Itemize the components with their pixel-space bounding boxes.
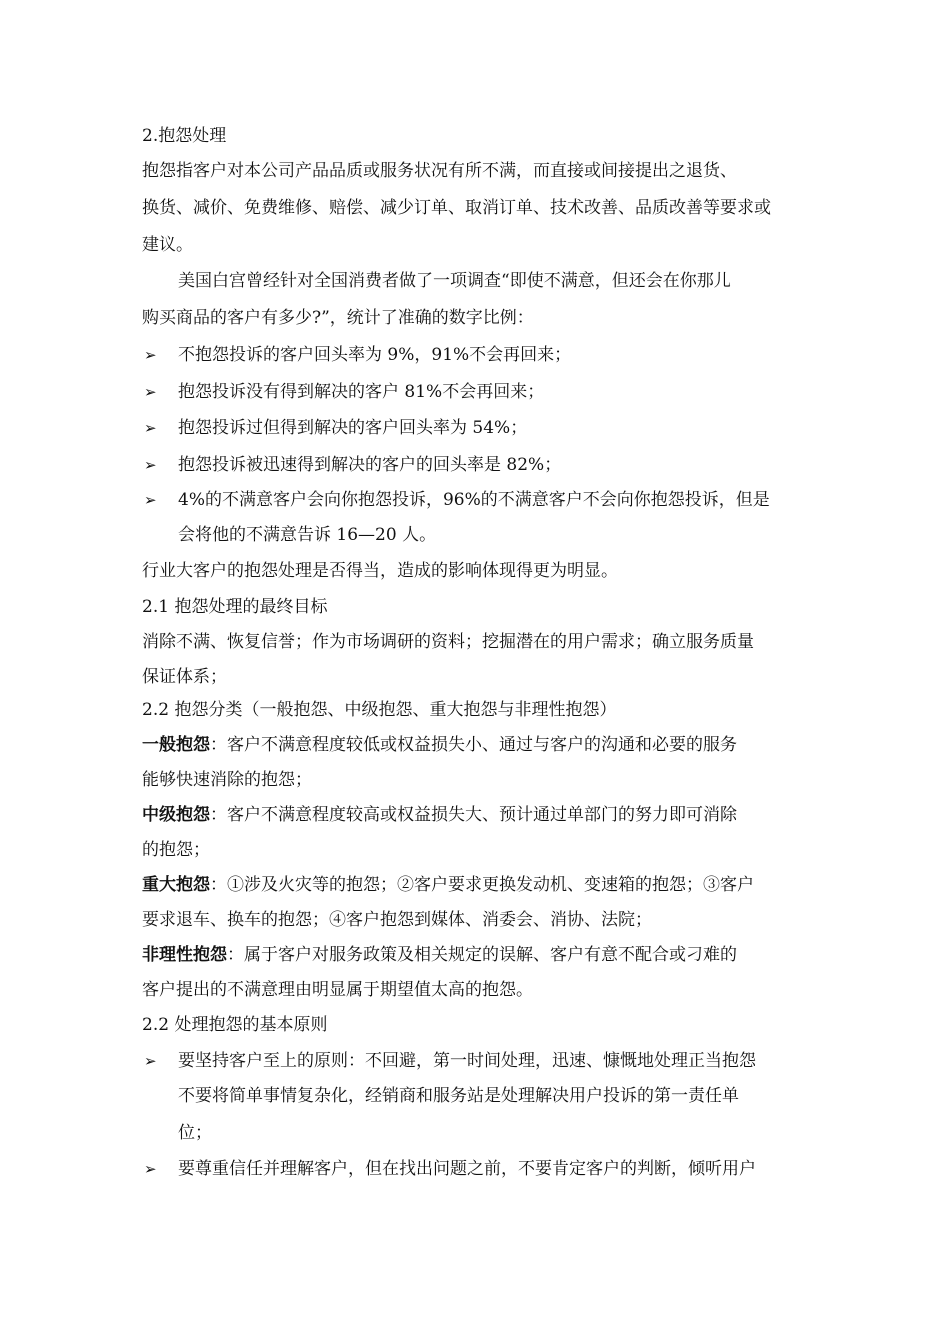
- paragraph-line: 抱怨指客户对本公司产品品质或服务状况有所不满，而直接或间接提出之退货、: [142, 161, 737, 181]
- term-label: 一般抱怨: [142, 735, 210, 755]
- list-item: 抱怨投诉过但得到解决的客户回头率为 54%；: [178, 418, 528, 438]
- section-heading: 2.1 抱怨处理的最终目标: [142, 597, 328, 617]
- term-label: 非理性抱怨: [142, 945, 227, 965]
- section-heading: 2.2 处理抱怨的基本原则: [142, 1015, 328, 1035]
- list-item-continuation: 不要将简单事情复杂化，经销商和服务站是处理解决用户投诉的第一责任单: [178, 1086, 739, 1106]
- paragraph-line: 保证体系；: [142, 667, 227, 687]
- list-item-continuation: 位；: [178, 1123, 212, 1143]
- list-item: 要坚持客户至上的原则：不回避，第一时间处理，迅速、慷慨地处理正当抱怨: [178, 1051, 756, 1071]
- list-item: 抱怨投诉被迅速得到解决的客户的回头率是 82%；: [178, 455, 562, 475]
- list-item: 抱怨投诉没有得到解决的客户 81%不会再回来；: [178, 382, 545, 402]
- term-text: ：属于客户对服务政策及相关规定的误解、客户有意不配合或刁难的: [227, 945, 737, 965]
- section-heading: 2.抱怨处理: [142, 126, 227, 146]
- definition-line: [142, 803, 737, 827]
- list-item: 不抱怨投诉的客户回头率为 9%，91%不会再回来；: [178, 345, 572, 365]
- list-item: 4%的不满意客户会向你抱怨投诉，96%的不满意客户不会向你抱怨投诉，但是: [178, 490, 770, 510]
- definition-line: [142, 873, 754, 897]
- paragraph-line: 能够快速消除的抱怨；: [142, 770, 312, 790]
- term-text: ：客户不满意程度较低或权益损失小、通过与客户的沟通和必要的服务: [210, 735, 737, 755]
- bullet-arrow-icon: ➢: [144, 1052, 157, 1070]
- paragraph-line: 购买商品的客户有多少?”，统计了准确的数字比例：: [142, 308, 534, 328]
- term-text: ：客户不满意程度较高或权益损失大、预计通过单部门的努力即可消除: [210, 805, 737, 825]
- paragraph-line: 消除不满、恢复信誉；作为市场调研的资料；挖掘潜在的用户需求；确立服务质量: [142, 632, 754, 652]
- definition-line: [142, 943, 737, 967]
- paragraph-line: 行业大客户的抱怨处理是否得当，造成的影响体现得更为明显。: [142, 561, 618, 581]
- list-item: 要尊重信任并理解客户，但在找出问题之前，不要肯定客户的判断，倾听用户: [178, 1159, 756, 1179]
- definition-line: [142, 733, 737, 757]
- paragraph-line: 客户提出的不满意理由明显属于期望值太高的抱怨。: [142, 980, 533, 1000]
- paragraph-line: 的抱怨；: [142, 840, 210, 860]
- term-text: ：①涉及火灾等的抱怨；②客户要求更换发动机、变速箱的抱怨；③客户: [210, 875, 754, 895]
- bullet-arrow-icon: ➢: [144, 456, 157, 474]
- list-item-continuation: 会将他的不满意告诉 16—20 人。: [178, 525, 437, 545]
- bullet-arrow-icon: ➢: [144, 383, 157, 401]
- term-label: 中级抱怨: [142, 805, 210, 825]
- bullet-arrow-icon: ➢: [144, 1160, 157, 1178]
- paragraph-line: 要求退车、换车的抱怨；④客户抱怨到媒体、消委会、消协、法院；: [142, 910, 652, 930]
- bullet-arrow-icon: ➢: [144, 419, 157, 437]
- bullet-arrow-icon: ➢: [144, 491, 157, 509]
- paragraph-line: 建议。: [142, 235, 193, 255]
- paragraph-line: 美国白宫曾经针对全国消费者做了一项调查“即使不满意，但还会在你那儿: [178, 271, 731, 291]
- section-heading: 2.2 抱怨分类（一般抱怨、中级抱怨、重大抱怨与非理性抱怨）: [142, 700, 617, 720]
- paragraph-line: 换货、减价、免费维修、赔偿、减少订单、取消订单、技术改善、品质改善等要求或: [142, 198, 771, 218]
- bullet-arrow-icon: ➢: [144, 346, 157, 364]
- term-label: 重大抱怨: [142, 875, 210, 895]
